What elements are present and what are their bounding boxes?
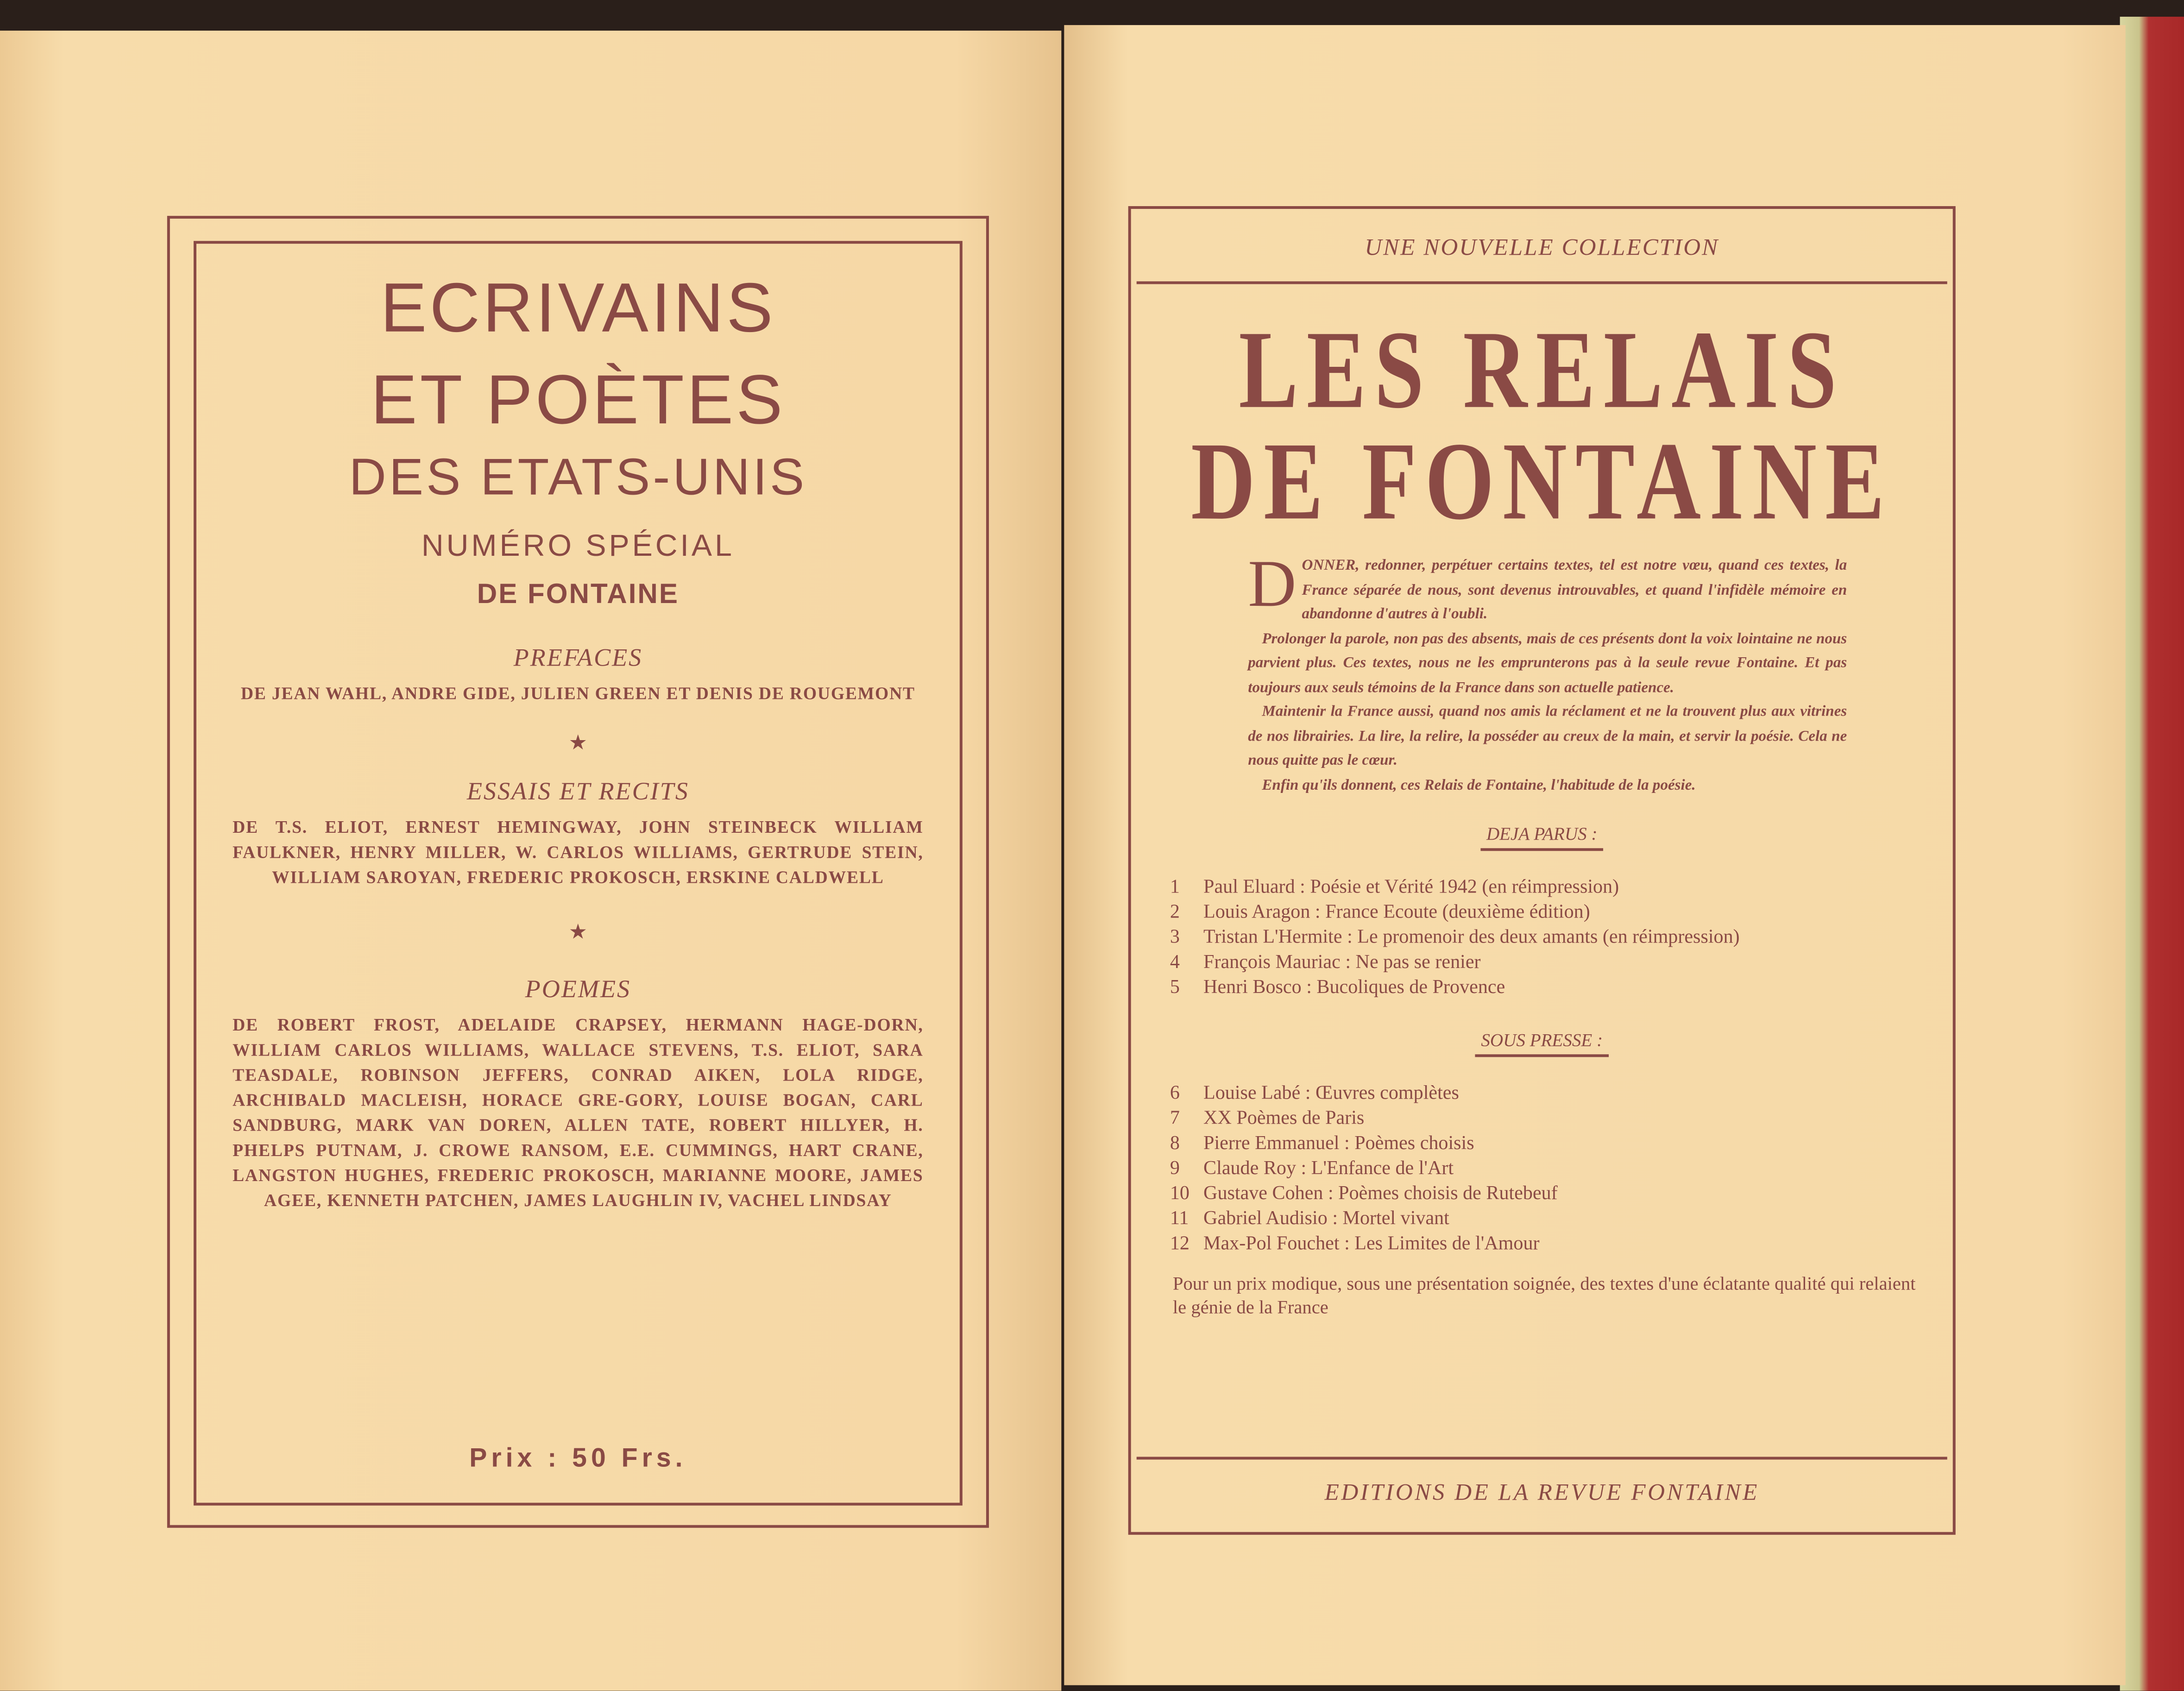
list-item (1170, 951, 1947, 976)
list-item (1170, 976, 1947, 1001)
paragraph: Maintenir la France aussi, quand nos amis la réclament et ne la trouvent plus aux vitrines de nos librairies. La lire, la relire, la posséder au creux de la main, et servir la poésie. Cela ne nous quitte pas le cœur. (1248, 703, 1847, 769)
frame (1128, 206, 1956, 1535)
item-number: 2 (1170, 902, 1180, 924)
item-text: Louise Labé : Œuvres complètes (1203, 1083, 1459, 1105)
sous-presse-list (1170, 1082, 1947, 1257)
star-ornament: ★ (568, 922, 588, 944)
deja-parus-list (1170, 876, 1947, 1001)
item-text: XX Poèmes de Paris (1203, 1108, 1365, 1130)
item-text: Paul Eluard : Poésie et Vérité 1942 (en réimpression) (1203, 877, 1619, 899)
section-heading: ESSAIS ET RECITS (466, 777, 689, 805)
title-line: ECRIVAINS (380, 269, 776, 347)
intro-text (1248, 547, 1847, 798)
item-number: 10 (1170, 1183, 1190, 1205)
title-line: DES ETATS-UNIS (349, 448, 807, 506)
title-line (1137, 308, 1947, 432)
dropcap: D (1248, 547, 1297, 622)
paragraph: ONNER, redonner, perpétuer certains textes, tel est notre vœu, quand ces textes, la France séparée de nous, sont devenus introuvables, et quand l'infidèle mémoire en abandonne d'autres à l'oubli. (1302, 557, 1847, 623)
heading-text: SOUS PRESSE : (1475, 1029, 1608, 1057)
closing-text: Pour un prix modique, sous une présentation soignée, des textes d'une éclatante qualité qui relaient le génie de la France (1172, 1273, 1916, 1318)
item-text: Tristan L'Hermite : Le promenoir des deux amants (en réimpression) (1203, 927, 1740, 949)
divider (1137, 281, 1947, 284)
price: Prix : 50 Frs. (469, 1444, 687, 1474)
item-number: 5 (1170, 977, 1180, 999)
item-text: Claude Roy : L'Enfance de l'Art (1203, 1158, 1454, 1180)
section-text: DE JEAN WAHL, ANDRE GIDE, JULIEN GREEN ET DENIS DE ROUGEMONT (240, 683, 915, 704)
paragraph: Enfin qu'ils donnent, ces Relais de Fontaine, l'habitude de la poésie. (1262, 776, 1696, 793)
list-item (1170, 1232, 1947, 1257)
item-text: Gabriel Audisio : Mortel vivant (1203, 1209, 1449, 1230)
item-text: Max-Pol Fouchet : Les Limites de l'Amour (1203, 1234, 1540, 1255)
list-item (1170, 1082, 1947, 1107)
collection-header: UNE NOUVELLE COLLECTION (1365, 234, 1719, 261)
publisher-footer: EDITIONS DE LA REVUE FONTAINE (1324, 1479, 1759, 1506)
item-text: François Mauriac : Ne pas se renier (1203, 952, 1481, 974)
section-heading: POEMES (525, 974, 631, 1003)
item-number: 7 (1170, 1108, 1180, 1130)
list-item (1170, 876, 1947, 901)
item-text: Gustave Cohen : Poèmes choisis de Rutebeuf (1203, 1183, 1558, 1205)
item-number: 6 (1170, 1083, 1180, 1105)
item-number: 9 (1170, 1158, 1180, 1180)
item-number: 3 (1170, 927, 1180, 949)
item-number: 11 (1170, 1209, 1189, 1230)
paragraph: Prolonger la parole, non pas des absents, mais de ces présents dont la voix lointaine ne nous parvient plus. Ces textes, nous ne les emprunterons pas à la seule revue Fontaine. Et pas toujours aux seuls témoins de la France dans son actuelle patience. (1248, 630, 1847, 696)
list-item (1170, 926, 1947, 951)
list-item (1170, 1157, 1947, 1182)
item-text: Louis Aragon : France Ecoute (deuxième édition) (1203, 902, 1590, 924)
left-page (0, 31, 1061, 1691)
list-item (1170, 901, 1947, 926)
title-text: DE FONTAINE (1191, 419, 1893, 543)
subtitle-line: NUMÉRO SPÉCIAL (421, 527, 735, 562)
inner-frame (194, 241, 963, 1505)
item-text: Pierre Emmanuel : Poèmes choisis (1203, 1133, 1474, 1155)
list-item (1170, 1207, 1947, 1232)
title-text: LES RELAIS (1239, 308, 1845, 432)
title-line (1137, 419, 1947, 543)
title-line: ET POÈTES (371, 360, 786, 438)
item-number: 4 (1170, 952, 1180, 974)
list-item (1170, 1107, 1947, 1132)
book-cover-edge (2120, 17, 2184, 1691)
item-text: Henri Bosco : Bucoliques de Provence (1203, 977, 1505, 999)
section-text: DE T.S. ELIOT, ERNEST HEMINGWAY, JOHN STEINBECK WILLIAM FAULKNER, HENRY MILLER, W. CARLOS WILLIAMS, GERTRUDE STEIN, WILLIAM SAROYAN, FREDERIC PROKOSCH, ERSKINE CALDWELL (233, 817, 924, 887)
item-number: 1 (1170, 877, 1180, 899)
subtitle-line: DE FONTAINE (477, 579, 680, 610)
item-number: 12 (1170, 1234, 1190, 1255)
item-number: 8 (1170, 1133, 1180, 1155)
section-heading: PREFACES (513, 643, 643, 671)
sous-presse-heading (1137, 1026, 1947, 1054)
section-text: DE ROBERT FROST, ADELAIDE CRAPSEY, HERMANN HAGE-DORN, WILLIAM CARLOS WILLIAMS, WALLACE STEVENS, T.S. ELIOT, SARA TEASDALE, ROBINSON JEFFERS, CONRAD AIKEN, LOLA RIDGE, ARCHIBALD MACLEISH, HORACE GRE-GORY, LOUISE BOGAN, CARL SANDBURG, MARK VAN DOREN, ALLEN TATE, ROBERT HILLYER, H. PHELPS PUTNAM, J. CROWE RANSOM, E.E. CUMMINGS, HART CRANE, LANGSTON HUGHES, FREDERIC PROKOSCH, MARIANNE MOORE, JAMES AGEE, KENNETH PATCHEN, JAMES LAUGHLIN IV, VACHEL LINDSAY (233, 1015, 924, 1210)
heading-text: DEJA PARUS : (1481, 823, 1603, 851)
list-item (1170, 1182, 1947, 1207)
list-item (1170, 1132, 1947, 1157)
right-page (1064, 25, 2125, 1685)
star-ornament: ★ (568, 732, 588, 755)
deja-parus-heading (1137, 820, 1947, 848)
